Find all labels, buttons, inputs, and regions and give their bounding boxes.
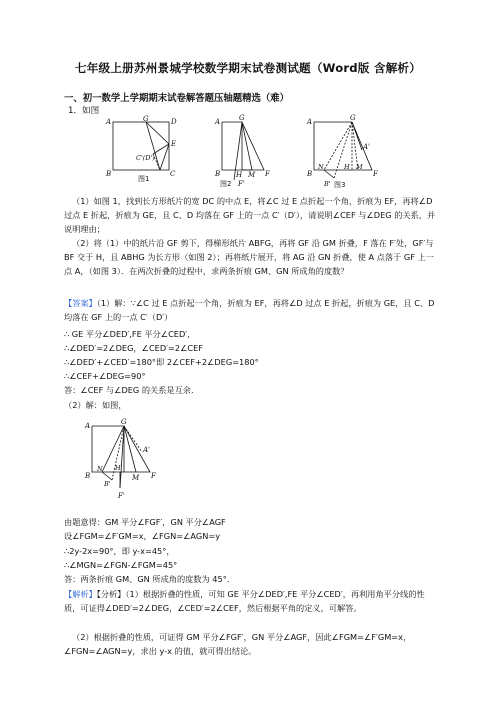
fig-p2-label-a-prime: A' [143,446,150,454]
proof-line-4: ∴∠CEF+∠DEG=90° [64,371,146,381]
proof-line-6: （2）解：如图， [64,400,127,410]
proof-line-3: ∴∠DED′+∠CED′=180°即 2∠CEF+2∠DEG=180° [64,357,259,367]
solution-line-3: ∴2y-2x=90°，即 y-x=45°， [64,546,175,556]
fig2-label-a: A [215,118,221,126]
document-title: 七年级上册苏州景城学校数学期末试卷测试题（Word版 含解析） [74,61,422,75]
fig1-label-g: G [143,115,149,123]
solution-line-1: 由题意得：GM 平分∠FGF′，GN 平分∠AGF [64,517,226,527]
fig2-label-f-prime: F' [238,180,245,188]
fig-p2-label-m: M [132,474,140,482]
fig-p2-label-f: F [151,472,156,480]
fig1-caption: 图1 [138,175,150,183]
figure-part-2 [82,416,180,510]
analysis-part-2: （2）根据折叠的性质，可证得 GM 平分∠FGF′，GN 平分∠AGF，因此∠FGM=∠F′GM=x，∠FGN=∠AGN=y，求出 y-x 的值，就可得出结论。 [64,632,412,656]
fig3-label-a-prime: A' [363,143,370,151]
fig2-label-m: M [248,171,256,179]
figures-1-to-3 [100,114,400,188]
fig-p2-label-b: B [85,472,91,480]
solution-line-5: 答：两条折痕 GM、GN 所成角的度数为 45°. [64,574,230,584]
fig1-label-c: C [170,170,176,178]
fig3-label-g: G [350,114,356,122]
question-part-2: （2）将（1）中的纸片沿 GF 剪下，得梯形纸片 ABFG，再将 GF 沿 GM 折叠，F 落在 F′处，GF′与 BF 交于 H，且 ABHG 为长方形（如图 2）；再将纸片展开，将 AG 沿 GN 折叠，使 A 点落于 GF 上一点 A，（如图 3）．在两次折叠的过程中，求两条折痕 GM、GN 所成角的度数？ [64,238,434,276]
fig2-label-g: G [239,114,245,122]
proof-line-5: 答：∠CEF 与∠DEG 的关系是互余. [64,385,194,395]
fig2-label-b: B [215,170,221,178]
analysis-paragraph [64,587,438,615]
fig-p2-label-f-prime: F' [118,492,125,500]
fig2-caption: 图2 [220,180,232,188]
fig3-label-a: A [307,118,313,126]
fig3-label-b-prime: B' [324,180,331,188]
analysis-text: 【分析】（1）根据折叠的性质，可知 GE 平分∠DED′,FE 平分∠CED′，再利用角平分线的性质，可证得∠DED′=2∠DEG，∠CED′=2∠CEF，然后根据平角的定义，可解答。 [64,589,425,613]
fig-p2-label-h: H [115,464,121,472]
fig3-caption: 图3 [334,181,346,188]
fig1-label-c-d: C'(D') [136,154,155,162]
fig1-label-e: E [171,140,177,148]
answer-text: （1）解：∵∠C 过 E 点折起一个角，折痕为 EF，再将∠D 过点 E 折起，折痕为 GE，且 C、D 均落在 GF 上的一点 C′（D′） [64,298,435,322]
proof-line-2: ∴∠DED′=2∠DEG，∠CED′=2∠CEF [64,343,204,353]
fig2-label-h: H [236,171,243,179]
question-number: 1．如图 [68,106,100,116]
fig-p2-label-b-prime: B' [104,480,111,488]
fig3-label-n: N [318,163,324,171]
question-part-1: （1）如图 1，找到长方形纸片的宽 DC 的中点 E，将∠C 过 E 点折起一个角，折痕为 EF，再将∠D 过点 E 折起，折痕为 GE，且 C、D 均落在 GF 上的一点 C′（D′），请说明∠CEF 与∠DEG 的关系，并说明理由； [64,196,436,234]
solution-line-4: ∴∠MGN=∠FGN-∠FGM=45° [64,560,178,570]
fig-p2-label-n: N [97,465,103,473]
analysis-tag: 【解析】 [64,589,97,599]
fig1-label-a: A [106,118,112,126]
answer-tag: 【答案】 [64,298,97,308]
solution-line-2: 设∠FGM=∠F′GM=x，∠FGN=∠AGN=y [64,531,221,541]
answer-paragraph [64,296,438,324]
proof-line-1: ∴ GE 平分∠DED′,FE 平分∠CED′, [64,329,190,339]
fig-p2-label-a: A [85,422,91,430]
fig1-label-b: B [106,170,112,178]
fig3-label-h: H [344,163,350,171]
fig-p2-label-g: G [121,418,127,426]
fig2-label-f: F [265,170,270,178]
fig3-label-f: F [373,170,378,178]
fig3-label-m: M [356,163,363,171]
fig1-label-d: D [171,118,177,126]
fig3-label-b: B [307,170,313,178]
section-heading: 一、初一数学上学期期末试卷解答题压轴题精选（难） [64,93,290,104]
